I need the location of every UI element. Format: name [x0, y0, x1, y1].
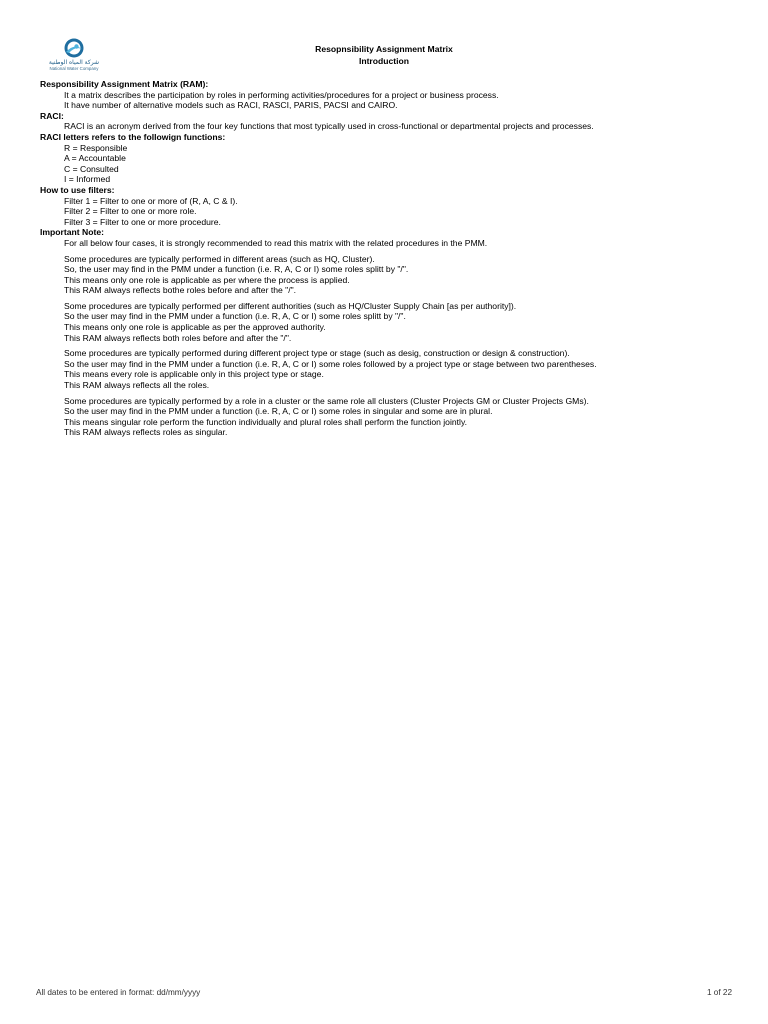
logo-arabic-text: شركة المياه الوطنية	[48, 59, 100, 66]
case-line: This means singular role perform the function individually and plural roles shall perform the function jointly.	[64, 416, 467, 427]
case-line: So the user may find in the PMM under a function (i.e. R, A, C or I) some roles followed by a project type or stage between two parentheses.	[64, 358, 597, 369]
logo-english-text: National Water Company	[49, 66, 99, 71]
letters-heading: RACI letters refers to the followign functions:	[40, 131, 226, 142]
note-case-1	[40, 254, 740, 296]
ram-line: It have number of alternative models such as RACI, RASCI, PARIS, PACSI and CAIRO.	[64, 100, 398, 111]
filters-heading: How to use filters:	[40, 184, 115, 195]
filter-item: Filter 1 = Filter to one or more of (R, A, C & I).	[64, 195, 238, 206]
case-line: Some procedures are typically performed by a role in a cluster or the same role all clusters (Cluster Projects GM or Cluster Projects GMs).	[64, 395, 589, 406]
case-line: So the user may find in the PMM under a function (i.e. R, A, C or I) some roles splitt by "/".	[64, 311, 406, 322]
page-subtitle: Introduction	[358, 56, 410, 66]
case-line: Some procedures are typically performed per different authorities (such as HQ/Cluster Supply Chain [as per authority]).	[64, 300, 517, 311]
case-line: This RAM always reflects bothe roles before and after the "/".	[64, 285, 297, 296]
case-line: So, the user may find in the PMM under a function (i.e. R, A, C or I) some roles splitt by "/".	[64, 264, 409, 275]
note-case-2	[40, 301, 740, 343]
filter-item: Filter 2 = Filter to one or more role.	[64, 206, 197, 217]
letter-item: C = Consulted	[64, 163, 119, 174]
raci-line: RACI is an acronym derived from the four key functions that most typically used in cross-functional or departmental projects and processes.	[64, 121, 594, 132]
note-case-4	[40, 396, 740, 438]
filter-item: Filter 3 = Filter to one or more procedure.	[64, 216, 221, 227]
ram-line: It a matrix describes the participation by roles in performing activities/procedures for a project or business process.	[64, 89, 499, 100]
footer-note: All dates to be entered in format: dd/mm/yyyy	[36, 988, 201, 997]
note-heading: Important Note:	[40, 227, 104, 238]
case-line: This RAM always reflects all the roles.	[64, 380, 210, 391]
raci-heading: RACI:	[40, 110, 64, 121]
case-line: This means only one role is applicable as per where the process is applied.	[64, 274, 350, 285]
case-line: So the user may find in the PMM under a function (i.e. R, A, C or I) some roles in singular and some are in plural.	[64, 406, 493, 417]
letter-item: R = Responsible	[64, 142, 128, 153]
page-number: 1 of 22	[706, 988, 732, 997]
case-line: Some procedures are typically performed in different areas (such as HQ, Cluster).	[64, 253, 375, 264]
letter-item: A = Accountable	[64, 153, 126, 164]
note-intro: For all below four cases, it is strongly recommended to read this matrix with the related procedures in the PMM.	[64, 237, 488, 248]
case-line: Some procedures are typically performed during different project type or stage (such as desig, construction or design & construction).	[64, 348, 570, 359]
page-title: Resopnsibility Assignment Matrix	[315, 44, 453, 54]
document-body	[40, 79, 740, 438]
case-line: This RAM always reflects roles as singular.	[64, 427, 228, 438]
note-case-3	[40, 348, 740, 390]
letter-item: I = Informed	[64, 174, 111, 185]
case-line: This means every role is applicable only in this project type or stage.	[64, 369, 324, 380]
case-line: This RAM always reflects both roles before and after the "/".	[64, 332, 292, 343]
ram-heading: Responsibility Assignment Matrix (RAM):	[40, 79, 209, 89]
case-line: This means only one role is applicable as per the approved authority.	[64, 322, 326, 333]
